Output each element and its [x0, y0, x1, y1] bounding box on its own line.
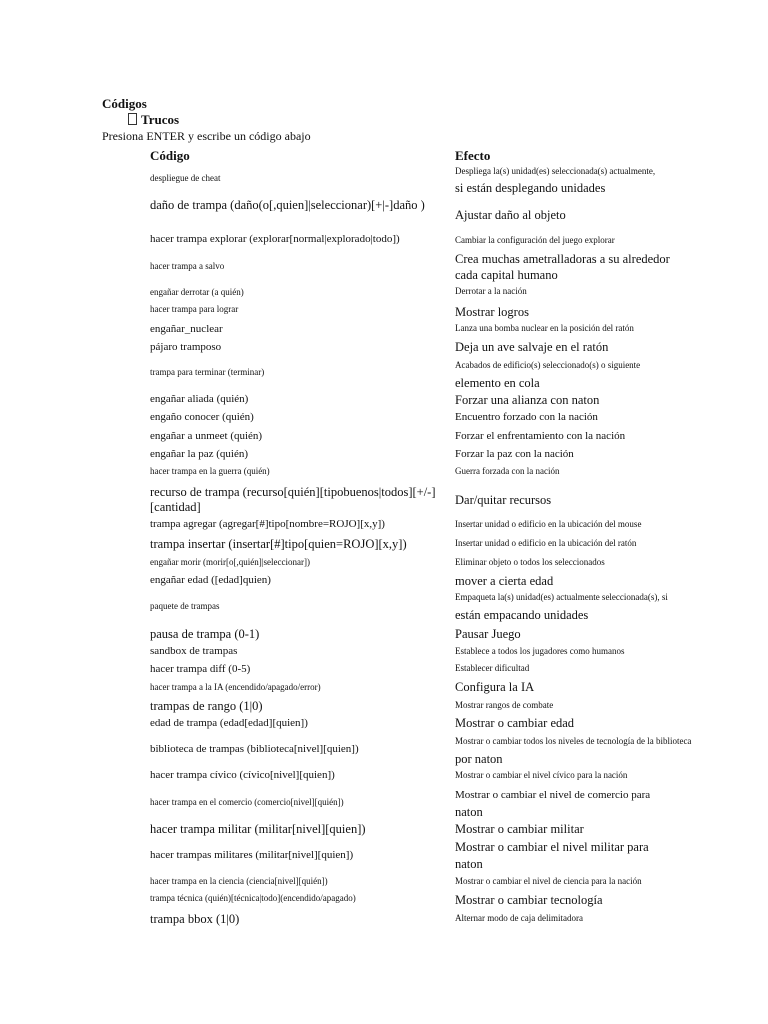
- cheat-effect: elemento en cola: [455, 376, 540, 390]
- cheat-code: daño de trampa (daño(o[,quien]|seleccionar)[+|-]daño ): [150, 198, 425, 212]
- cheat-code: pausa de trampa (0-1): [150, 627, 260, 641]
- cheat-code: hacer trampa en el comercio (comercio[nivel][quién]): [150, 797, 344, 807]
- cheat-effect: Establece a todos los jugadores como humanos: [455, 646, 625, 656]
- document-title: Códigos: [102, 96, 147, 111]
- cheat-effect: Forzar la paz con la nación: [455, 448, 574, 460]
- cheat-code: trampa técnica (quién)[técnica|todo](encendido/apagado): [150, 893, 356, 903]
- cheat-effect: Mostrar o cambiar edad: [455, 716, 575, 730]
- cheat-code: pájaro tramposo: [150, 341, 222, 353]
- cheat-code: sandbox de trampas: [150, 645, 238, 657]
- cheat-effect: Encuentro forzado con la nación: [455, 411, 598, 423]
- cheat-effect: Dar/quitar recursos: [455, 493, 552, 507]
- cheat-effect: cada capital humano: [455, 268, 558, 282]
- cheat-code: engañar a unmeet (quién): [150, 430, 263, 442]
- cheat-code: engañar la paz (quién): [150, 448, 249, 460]
- cheat-effect: Establecer dificultad: [455, 663, 530, 673]
- cheat-effect: Eliminar objeto o todos los seleccionados: [455, 557, 605, 567]
- cheat-code: engañar edad ([edad]quien): [150, 574, 271, 586]
- cheat-effect: Acabados de edificio(s) seleccionado(s) o siguiente: [455, 360, 641, 370]
- cheat-effect: Alternar modo de caja delimitadora: [455, 913, 583, 923]
- cheat-code: hacer trampa cívico (cívico[nivel][quien]): [150, 769, 335, 781]
- cheat-effect: Mostrar o cambiar el nivel cívico para la nación: [455, 770, 628, 780]
- cheat-code: hacer trampa para lograr: [150, 304, 239, 314]
- cheat-effect: Mostrar o cambiar tecnología: [455, 893, 603, 907]
- cheat-code: engañar aliada (quién): [150, 393, 249, 405]
- cheat-code: engaño conocer (quién): [150, 411, 254, 423]
- cheat-effect: están empacando unidades: [455, 608, 589, 622]
- section-heading-text: Trucos: [141, 112, 180, 127]
- cheat-code: recurso de trampa (recurso[quién][tipobuenos|todos][+/-][cantidad]: [150, 485, 436, 514]
- cheat-effect: Forzar el enfrentamiento con la nación: [455, 430, 626, 442]
- cheat-effect: Cambiar la configuración del juego explorar: [455, 235, 615, 245]
- cheat-code: trampa para terminar (terminar): [150, 367, 265, 377]
- cheat-effect: Insertar unidad o edificio en la ubicación del ratón: [455, 538, 637, 548]
- column-header-code: Código: [150, 148, 190, 163]
- cheat-code: trampa agregar (agregar[#]tipo[nombre=ROJO][x,y]): [150, 518, 385, 530]
- cheat-effect: si están desplegando unidades: [455, 181, 606, 195]
- cheat-code: hacer trampas militares (militar[nivel][quien]): [150, 849, 354, 861]
- cheat-code: hacer trampa a salvo: [150, 261, 225, 271]
- cheat-effect: mover a cierta edad: [455, 574, 554, 588]
- cheat-code: engañar_nuclear: [150, 323, 223, 335]
- cheat-code: biblioteca de trampas (biblioteca[nivel][quien]): [150, 743, 359, 755]
- column-header-effect: Efecto: [455, 148, 491, 163]
- cheat-effect: Mostrar o cambiar militar: [455, 822, 584, 836]
- cheat-effect: Crea muchas ametralladoras a su alrededor: [455, 252, 670, 266]
- cheat-code: hacer trampa militar (militar[nivel][quien]): [150, 822, 366, 836]
- cheat-effect: Despliega la(s) unidad(es) seleccionada(s) actualmente,: [455, 166, 656, 176]
- cheat-effect: Empaqueta la(s) unidad(es) actualmente seleccionada(s), si: [455, 592, 668, 602]
- cheat-effect: Configura la IA: [455, 680, 535, 694]
- cheat-code: trampa bbox (1|0): [150, 912, 240, 926]
- cheat-code: hacer trampa en la guerra (quién): [150, 466, 270, 476]
- cheat-code: hacer trampa explorar (explorar[normal|explorado|todo]): [150, 233, 400, 245]
- cheat-effect: Ajustar daño al objeto: [455, 208, 566, 222]
- cheat-code: engañar derrotar (a quién): [150, 287, 244, 297]
- cheat-effect: Mostrar o cambiar el nivel militar para: [455, 840, 649, 854]
- instructions-text: Presiona ENTER y escribe un código abajo: [102, 129, 311, 143]
- cheat-effect: naton: [455, 805, 483, 819]
- cheat-code: hacer trampa diff (0-5): [150, 663, 251, 675]
- cheat-code: paquete de trampas: [150, 601, 220, 611]
- cheat-effect: Insertar unidad o edificio en la ubicación del mouse: [455, 519, 642, 529]
- cheat-effect: naton: [455, 857, 483, 871]
- cheat-effect: por naton: [455, 752, 503, 766]
- cheat-effect: Lanza una bomba nuclear en la posición del ratón: [455, 323, 634, 333]
- cheat-effect: Derrotar a la nación: [455, 286, 527, 296]
- cheat-effect: Forzar una alianza con naton: [455, 393, 600, 407]
- cheat-code: edad de trampa (edad[edad][quien]): [150, 717, 308, 729]
- cheat-code: despliegue de cheat: [150, 173, 221, 183]
- cheat-code: hacer trampa en la ciencia (ciencia[nivel][quién]): [150, 876, 328, 886]
- cheat-effect: Mostrar o cambiar el nivel de ciencia para la nación: [455, 876, 642, 886]
- cheat-code: trampa insertar (insertar[#]tipo[quien=ROJO][x,y]): [150, 537, 407, 551]
- cheat-effect: Mostrar rangos de combate: [455, 700, 554, 710]
- cheat-effect: Mostrar o cambiar el nivel de comercio para: [455, 789, 651, 801]
- cheat-effect: Guerra forzada con la nación: [455, 466, 560, 476]
- cheat-effect: Pausar Juego: [455, 627, 521, 641]
- cheat-effect: Deja un ave salvaje en el ratón: [455, 340, 609, 354]
- cheat-effect: Mostrar o cambiar todos los niveles de tecnología de la biblioteca: [455, 736, 692, 746]
- cheat-code: engañar morir (morir[o[,quién]|seleccionar]): [150, 557, 310, 567]
- cheat-effect: Mostrar logros: [455, 305, 529, 319]
- cheat-code: trampas de rango (1|0): [150, 699, 263, 713]
- cheat-code: hacer trampa a la IA (encendido/apagado/error): [150, 682, 321, 692]
